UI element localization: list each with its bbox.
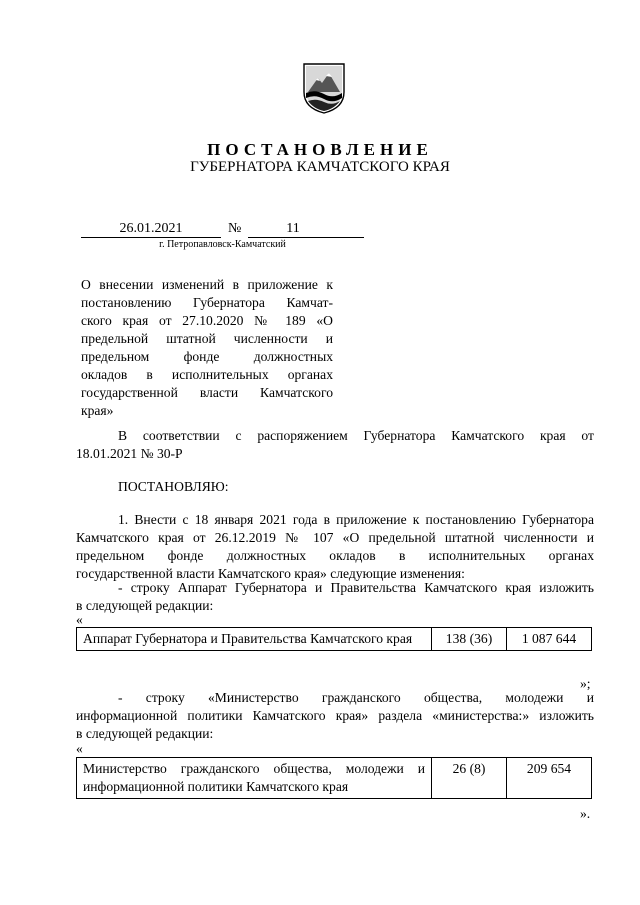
heading-line: О внесении изменений в приложение к xyxy=(81,277,333,292)
table-cell-name: Аппарат Губернатора и Правительства Камчатского края xyxy=(77,628,432,651)
document-title: ПОСТАНОВЛЕНИЕ xyxy=(207,140,433,159)
amendment-table-1 xyxy=(76,627,592,651)
change2-intro: в следующей редакции: xyxy=(76,726,214,741)
item-line: 1. Внести с 18 января 2021 года в приложение к постановлению Губернатора xyxy=(118,512,594,527)
table-cell-fund: 1 087 644 xyxy=(507,628,592,651)
document-number: 11 xyxy=(286,221,300,236)
table-cell-staff: 26 (8) xyxy=(432,758,507,799)
heading-line: предельной штатной численности и xyxy=(81,331,333,346)
number-sign: № xyxy=(228,221,242,236)
kamchatka-emblem xyxy=(302,62,346,114)
close-quote: »; xyxy=(580,676,591,691)
item-line: Камчатского края от 26.12.2019 № 107 «О предельной штатной численности и xyxy=(76,530,594,545)
change1-intro: - строку Аппарат Губернатора и Правительства Камчатского края изложить xyxy=(118,580,594,595)
change2-intro: информационной политики Камчатского края» раздела «министерства:» изложить xyxy=(76,708,594,723)
table-cell-name: Министерство гражданского общества, молодежи и информационной политики Камчатского края xyxy=(77,758,432,799)
item-line: государственной власти Камчатского края» следующие изменения: xyxy=(76,566,465,581)
open-quote: « xyxy=(76,612,83,627)
table-row xyxy=(77,628,592,651)
document-subtitle: ГУБЕРНАТОРА КАМЧАТСКОГО КРАЯ xyxy=(190,159,450,175)
heading-line: государственной власти Камчатского xyxy=(81,385,333,400)
basis-line: В соответствии с распоряжением Губернатора Камчатского края от xyxy=(118,428,594,443)
heading-line: предельном фонде должностных xyxy=(81,349,333,364)
heading-line: края» xyxy=(81,403,114,418)
heading-line: ского края от 27.10.2020 № 189 «О xyxy=(81,313,333,328)
basis-line: 18.01.2021 № 30-Р xyxy=(76,446,183,461)
change2-intro: - строку «Министерство гражданского общества, молодежи и xyxy=(118,690,594,705)
amendment-table-2 xyxy=(76,757,592,799)
item-line: предельном фонде должностных окладов в исполнительных органах xyxy=(76,548,594,563)
heading-line: постановлению Губернатора Камчат- xyxy=(81,295,333,310)
document-date: 26.01.2021 xyxy=(119,221,183,236)
heading-line: окладов в исполнительных органах xyxy=(81,367,333,382)
table-cell-staff: 138 (36) xyxy=(432,628,507,651)
table-cell-fund: 209 654 xyxy=(507,758,592,799)
table-row xyxy=(77,758,592,799)
open-quote: « xyxy=(76,741,83,756)
change1-intro: в следующей редакции: xyxy=(76,598,214,613)
close-quote: ». xyxy=(580,806,591,821)
document-city: г. Петропавловск-Камчатский xyxy=(159,239,286,250)
decree-word: ПОСТАНОВЛЯЮ: xyxy=(118,479,229,494)
